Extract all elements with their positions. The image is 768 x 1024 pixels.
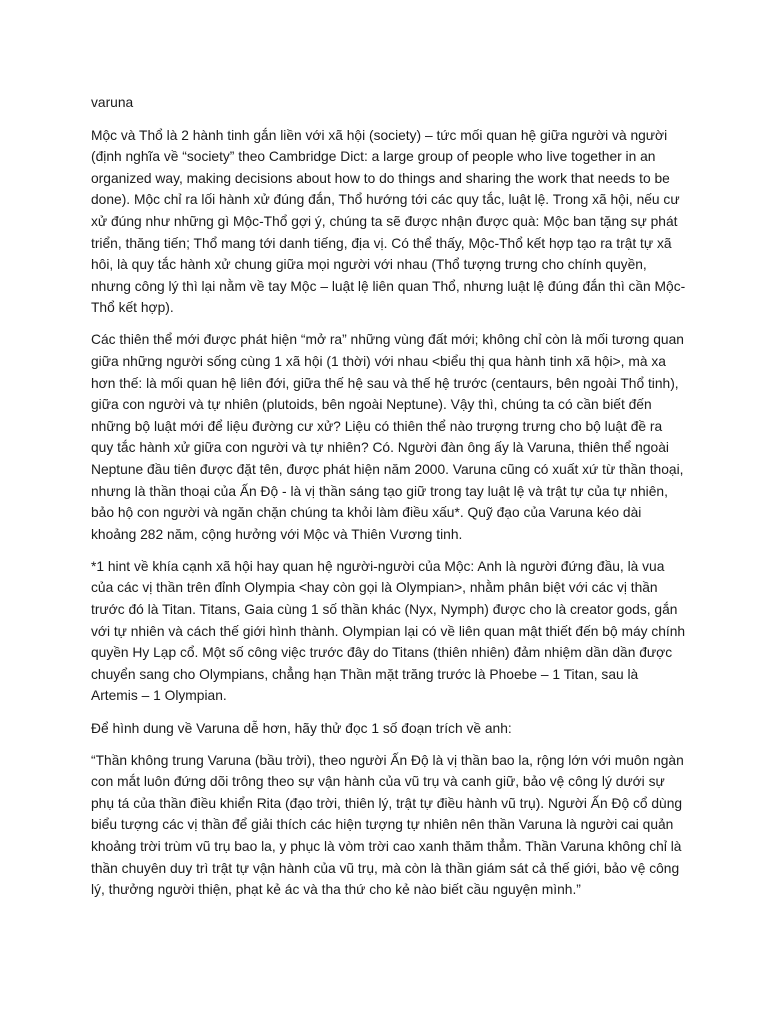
document-title: varuna — [91, 95, 134, 110]
paragraph-varuna-quote: “Thần không trung Varuna (bầu trời), theo người Ấn Độ là vị thần bao la, rộng lớn với muôn ngàn con mắt luôn đứng dõi trông theo sự vận hành của vũ trụ và canh giữ, bảo vệ công lý dưới sự phụ tá của thần điều khiển Rita (đạo trời, thiên lý, trật tự điều hành vũ trụ). Người Ấn Độ cổ dùng biểu tượng các vị thần để giải thích các hiện tượng tự nhiên nên thần Varuna là người cai quản khoảng trời trùm vũ trụ bao la, y phục là vòm trời cao xanh thăm thẳm. Thần Varuna không chỉ là thần chuyên duy trì trật tự vận hành của vũ trụ, mà còn là thần giám sát cả thế giới, bảo vệ công lý, thưởng người thiện, phạt kẻ ác và tha thứ cho kẻ nào biết cầu nguyện mình.” — [91, 752, 684, 898]
paragraph-hint-moc: *1 hint về khía cạnh xã hội hay quan hệ người-người của Mộc: Anh là người đứng đầu, là vua của các vị thần trên đỉnh Olympia <hay còn gọi là Olympian>, nhằm phân biệt với các vị thần trước đó là Titan. Titans, Gaia cùng 1 số thần khác (Nyx, Nymph) được cho là creator gods, gắn với tự nhiên và cách thế giới hình thành. Olympian lại có về liên quan mật thiết đến bộ máy chính quyền Hy Lạp cổ. Một số công việc trước đây do Titans (thiên nhiên) đảm nhiệm dần dần được chuyển sang cho Olympians, chẳng hạn Thần mặt trăng trước là Phoebe – 1 Titan, sau là Artemis – 1 Olympian. — [91, 558, 686, 704]
paragraph-intro-quotes: Để hình dung về Varuna dễ hơn, hãy thử đọc 1 số đoạn trích về anh: — [91, 720, 512, 736]
paragraph-new-bodies: Các thiên thể mới được phát hiện “mở ra” những vùng đất mới; không chỉ còn là mối tương quan giữa những người sống cùng 1 xã hội (1 thời) với nhau <biểu thị qua hành tinh xã hội>, mà xa hơn thế: là mối quan hệ liên đới, giữa thế hệ sau và thế hệ trước (centaurs, bên ngoài Thổ tinh), giữa con người và tự nhiên (plutoids, bên ngoài Neptune). Vậy thì, chúng ta có cần biết đến những bộ luật mới để liệu đường cư xử? Liệu có thiên thể nào trượng trưng cho bộ luật đề ra quy tắc hành xử giữa con người và tự nhiên? Có. Người đàn ông ấy là Varuna, thiên thể ngoài Neptune đầu tiên được đặt tên, được phát hiện năm 2000. Varuna cũng có xuất xứ từ thần thoại, nhưng là thần thoại của Ấn Độ - là vị thần sáng tạo giữ trong tay luật lệ và trật tự của tự nhiên, bảo hộ con người và ngăn chặn chúng ta khỏi làm điều xấu*. Quỹ đạo của Varuna kéo dài khoảng 282 năm, cộng hưởng với Mộc và Thiên Vương tinh. — [91, 332, 684, 542]
document-page — [91, 92, 687, 911]
paragraph-moc-tho: Mộc và Thổ là 2 hành tinh gắn liền với xã hội (society) – tức mối quan hệ giữa người và người (định nghĩa về “society” theo Cambridge Dict: a large group of people who live together in an organized way, making decisions about how to do things and sharing the work that needs to be done). Mộc chỉ ra lối hành xử đúng đắn, Thổ hướng tới các quy tắc, luật lệ. Trong xã hội, nếu cư xử đúng như những gì Mộc-Thổ gợi ý, chúng ta sẽ được nhận được quà: Mộc ban tặng sự phát triển, thăng tiến; Thổ mang tới danh tiếng, địa vị. Có thể thấy, Mộc-Thổ kết hợp tạo ra trật tự xã hôi, là quy tắc hành xử chung giữa mọi người với nhau (Thổ tượng trưng cho chính quyền, nhưng công lý thì lại nằm về tay Mộc – luật lệ liên quan Thổ, nhưng luật lệ đúng đắn thì cần Mộc-Thổ kết hợp). — [91, 127, 686, 316]
